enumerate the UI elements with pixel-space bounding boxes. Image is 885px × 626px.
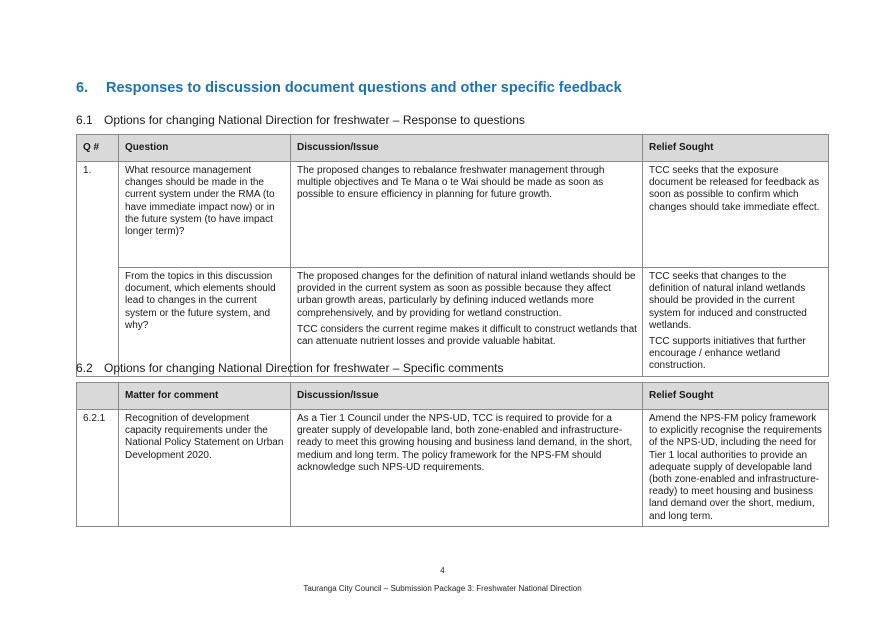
subsection-title: Options for changing National Direction for freshwater – Response to questions bbox=[104, 113, 525, 127]
cell-q-number: 6.2.1 bbox=[77, 410, 119, 527]
header-discussion: Discussion/Issue bbox=[291, 383, 643, 410]
subsection-heading-1 bbox=[76, 113, 525, 127]
section-number: 6. bbox=[76, 80, 89, 96]
subsection-heading-2 bbox=[76, 361, 504, 375]
table-row bbox=[77, 268, 829, 377]
cell-matter: Recognition of development capacity requirements under the National Policy Statement on Urban Development 2020. bbox=[119, 410, 291, 527]
subsection-title: Options for changing National Direction for freshwater – Specific comments bbox=[104, 361, 504, 375]
relief-paragraph: TCC supports initiatives that further encourage / enhance wetland construction. bbox=[649, 336, 806, 372]
discussion-paragraph: The proposed changes for the definition of natural inland wetlands should be provided in the current system as soon as possible because they affect urban growth areas, particularly by defining induced wetlands more comprehensively, and by providing for wetland construction. bbox=[297, 271, 636, 319]
cell-relief: Amend the NPS-FM policy framework to explicitly recognise the requirements of the NPS-UD, including the need for Tier 1 local authorities to provide an adequate supply of developable land (both zone-enabled and infrastructure-ready) to meet housing and business land demand over the short, medium, and long term. bbox=[643, 410, 829, 527]
cell-question: From the topics in this discussion document, which elements should lead to changes in the current system or the future system, and why? bbox=[119, 268, 291, 377]
relief-paragraph: TCC seeks that the exposure document be released for feedback as soon as possible to confirm which changes should take immediate effect. bbox=[649, 165, 820, 213]
footer-document-title: Tauranga City Council – Submission Package 3: Freshwater National Direction bbox=[303, 584, 582, 593]
comments-table bbox=[76, 382, 829, 527]
header-relief: Relief Sought bbox=[643, 383, 829, 410]
cell-q-number: 1. bbox=[77, 162, 119, 377]
cell-discussion: As a Tier 1 Council under the NPS-UD, TCC is required to provide for a greater supply of developable land, both zone-enabled and infrastructure-ready to meet this growing housing and business land demand, in the short, medium and long term. The policy framework for the NPS-FM should acknowledge such NPS-UD requirements. bbox=[291, 410, 643, 527]
table-header-row bbox=[77, 383, 829, 410]
cell-relief bbox=[643, 162, 829, 268]
header-discussion: Discussion/Issue bbox=[291, 135, 643, 162]
discussion-paragraph: TCC considers the current regime makes it difficult to construct wetlands that can attenuate nutrient losses and provide valuable habitat. bbox=[297, 323, 637, 348]
relief-paragraph: TCC seeks that changes to the definition of natural inland wetlands should be provided in the current system for induced and constructed wetlands. bbox=[649, 271, 807, 331]
table-row bbox=[77, 162, 829, 268]
section-title: Responses to discussion document questions and other specific feedback bbox=[106, 80, 622, 96]
header-question: Question bbox=[119, 135, 291, 162]
table-header-row bbox=[77, 135, 829, 162]
cell-discussion bbox=[291, 162, 643, 268]
subsection-number: 6.2 bbox=[76, 361, 93, 375]
header-q-number: Q # bbox=[77, 135, 119, 162]
cell-discussion bbox=[291, 268, 643, 377]
questions-table bbox=[76, 134, 829, 377]
section-heading bbox=[76, 80, 622, 96]
discussion-paragraph: The proposed changes to rebalance freshwater management through multiple objectives and Te Mana o te Wai should be made as soon as possible to ensure efficiency in planning for future growth. bbox=[297, 165, 605, 201]
cell-relief bbox=[643, 268, 829, 377]
header-matter: Matter for comment bbox=[119, 383, 291, 410]
cell-question: What resource management changes should be made in the current system under the RMA (to have immediate impact now) or in the future system (to have impact longer term)? bbox=[119, 162, 291, 268]
table-row bbox=[77, 410, 829, 527]
subsection-number: 6.1 bbox=[76, 113, 93, 127]
header-relief: Relief Sought bbox=[643, 135, 829, 162]
header-q-number bbox=[77, 383, 119, 410]
page-number: 4 bbox=[440, 566, 445, 575]
